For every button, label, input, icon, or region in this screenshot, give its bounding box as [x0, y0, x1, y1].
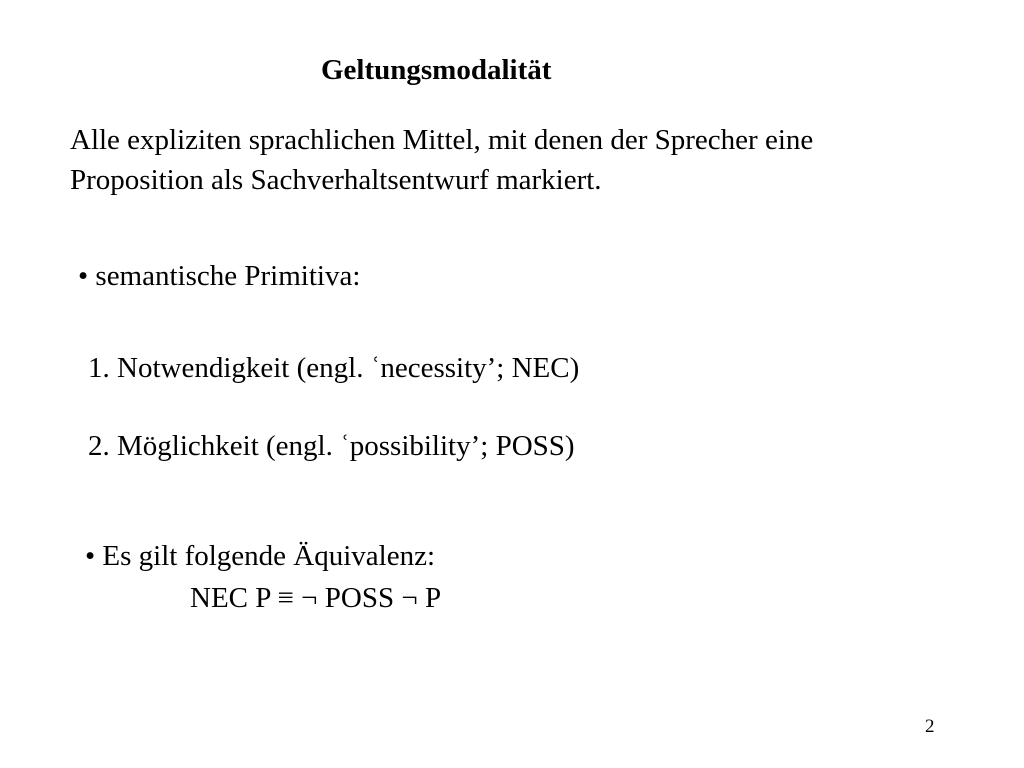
bullet-semantic-primitives: • semantische Primitiva:: [78, 260, 361, 292]
definition-line-2: Proposition als Sachverhaltsentwurf markiert.: [70, 164, 602, 196]
definition-line-1: Alle expliziten sprachlichen Mittel, mit denen der Sprecher eine: [70, 124, 814, 156]
primitive-item-necessity: 1. Notwendigkeit (engl. ʿnecessity’; NEC): [88, 352, 580, 384]
slide-title: Geltungsmodalität: [321, 54, 552, 86]
page-number: 2: [925, 716, 935, 737]
primitive-item-possibility: 2. Möglichkeit (engl. ʿpossibility’; POSS): [88, 430, 575, 462]
definition-text: [70, 120, 970, 200]
bullet-equivalence: • Es gilt folgende Äquivalenz:: [85, 540, 436, 572]
equivalence-formula: NEC P ≡ ¬ POSS ¬ P: [190, 582, 442, 614]
